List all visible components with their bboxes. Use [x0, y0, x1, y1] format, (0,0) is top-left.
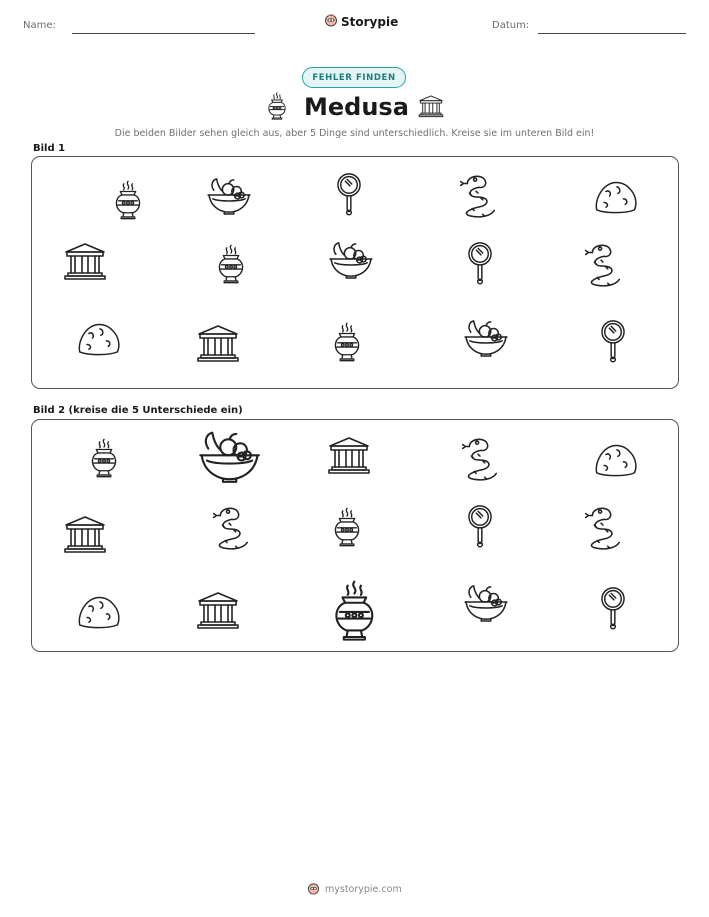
fruit-bowl-icon[interactable]: [462, 584, 510, 622]
picture-2-panel[interactable]: [31, 419, 679, 652]
mirror-icon[interactable]: [466, 241, 494, 287]
storypie-mascot-icon: [307, 880, 320, 899]
title-temple-icon: [418, 91, 442, 121]
brand-logo: [324, 12, 398, 31]
picture-2-label: Bild 2 (kreise die 5 Unterschiede ein): [33, 405, 243, 416]
urn-icon[interactable]: [330, 319, 364, 365]
snake-icon[interactable]: [455, 172, 499, 220]
urn-icon[interactable]: [328, 575, 381, 646]
snake-icon[interactable]: [457, 435, 501, 483]
rock-icon[interactable]: [593, 440, 639, 480]
temple-icon[interactable]: [327, 435, 371, 475]
snake-icon[interactable]: [580, 241, 624, 289]
snake-icon[interactable]: [208, 504, 252, 552]
date-line[interactable]: [538, 33, 686, 34]
urn-icon[interactable]: [330, 504, 364, 550]
rock-icon[interactable]: [76, 592, 122, 632]
temple-icon[interactable]: [63, 514, 107, 554]
mirror-icon[interactable]: [599, 319, 627, 365]
picture-1-panel[interactable]: [31, 156, 679, 389]
name-label: Name:: [23, 20, 56, 31]
mirror-icon[interactable]: [335, 172, 363, 218]
fruit-bowl-icon[interactable]: [196, 430, 263, 483]
fruit-bowl-icon[interactable]: [327, 241, 375, 279]
fruit-bowl-icon[interactable]: [462, 319, 510, 357]
temple-icon[interactable]: [63, 241, 107, 281]
fruit-bowl-icon[interactable]: [205, 177, 253, 215]
footer-url[interactable]: mystorypie.com: [325, 884, 402, 895]
name-line[interactable]: [72, 33, 255, 34]
title-urn-icon: [265, 91, 289, 121]
rock-icon[interactable]: [76, 319, 122, 359]
worksheet-type-badge: FEHLER FINDEN: [302, 67, 406, 88]
footer: [307, 880, 402, 899]
instructions: Die beiden Bilder sehen gleich aus, aber 5 Dinge sind unterschiedlich. Kreise sie im unteren Bild ein!: [114, 128, 595, 139]
date-label: Datum:: [492, 20, 530, 31]
storypie-mascot-icon: [324, 12, 338, 31]
snake-icon[interactable]: [580, 504, 624, 552]
mirror-icon[interactable]: [599, 586, 627, 632]
page-title: Medusa: [304, 93, 409, 121]
temple-icon[interactable]: [196, 323, 240, 363]
urn-icon[interactable]: [87, 435, 121, 481]
urn-icon[interactable]: [214, 241, 248, 287]
rock-icon[interactable]: [593, 177, 639, 217]
urn-icon[interactable]: [111, 177, 145, 223]
picture-1-label: Bild 1: [33, 143, 66, 154]
temple-icon[interactable]: [196, 590, 240, 630]
mirror-icon[interactable]: [466, 504, 494, 550]
brand-name: Storypie: [341, 14, 399, 29]
